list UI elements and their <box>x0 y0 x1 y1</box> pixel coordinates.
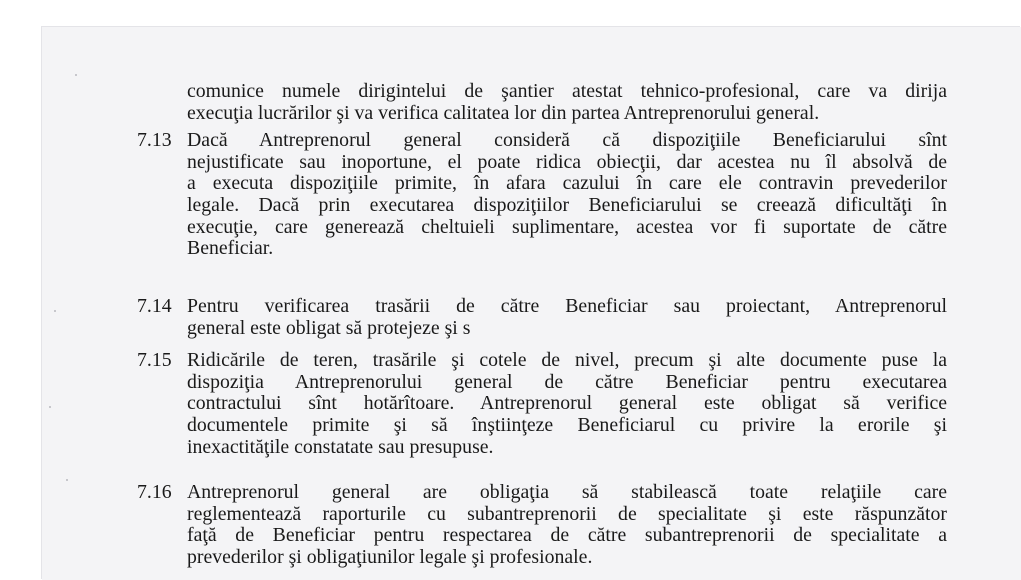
clause-text <box>187 296 947 339</box>
continuation-lines <box>187 81 947 124</box>
text-line: Antreprenorul general are obligaţia să stabilească toate relaţiile care <box>187 481 947 503</box>
text-line: Ridicările de teren, trasările şi cotele de nivel, precum şi alte documente puse la <box>187 349 947 371</box>
clause-number: 7.13 <box>137 129 172 151</box>
text-line: documentele primite şi să înştiinţeze Beneficiarul cu privire la erorile şi <box>187 414 947 437</box>
text-line: a executa dispoziţiile primite, în afara cazului în care ele contravin prevederilor <box>187 172 947 195</box>
text-line: Dacă Antreprenorul general consideră că dispoziţiile Beneficiarului sînt <box>187 129 947 151</box>
clause-number: 7.15 <box>137 349 172 371</box>
text-line: prevederilor şi obligaţiunilor legale şi profesionale. <box>187 546 593 569</box>
clause-text <box>187 482 947 569</box>
text-line: faţă de Beneficiar pentru respectarea de către subantreprenorii de specialitate a <box>187 524 947 547</box>
text-line: nejustificate sau inoportune, el poate ridica obiecţii, dar acestea nu îl absolvă de <box>187 150 947 173</box>
text-line: contractului sînt hotărîtoare. Antreprenorul general este obligat să verifice <box>187 392 947 415</box>
text-line: execuţia lucrărilor şi va verifica calitatea lor din partea Antreprenorului general. <box>187 101 820 124</box>
text-line: Beneficiar. <box>187 237 274 260</box>
clause-text <box>187 350 947 458</box>
text-line: comunice numele dirigintelui de şantier atestat tehnico-profesional, care va dirija <box>187 80 947 102</box>
clause-number: 7.14 <box>137 295 172 317</box>
text-line: Pentru verificarea trasării de către Beneficiar sau proiectant, Antreprenorul <box>187 295 947 317</box>
text-line: execuţie, care generează cheltuieli suplimentare, acestea vor fi suportate de către <box>187 215 947 238</box>
clause-text <box>187 130 947 260</box>
text-line: dispoziţia Antreprenorului general de către Beneficiar pentru executarea <box>187 370 947 393</box>
text-line: legale. Dacă prin executarea dispoziţiilor Beneficiarului se creează dificultăţi în <box>187 194 947 217</box>
text-line: general este obligat să protejeze şi s <box>187 316 471 339</box>
text-line: inexactităţile constatate sau presupuse. <box>187 435 494 458</box>
text-line: reglementează raporturile cu subantreprenorii de specialitate şi este răspunzător <box>187 502 947 525</box>
clause-number: 7.16 <box>137 481 172 503</box>
